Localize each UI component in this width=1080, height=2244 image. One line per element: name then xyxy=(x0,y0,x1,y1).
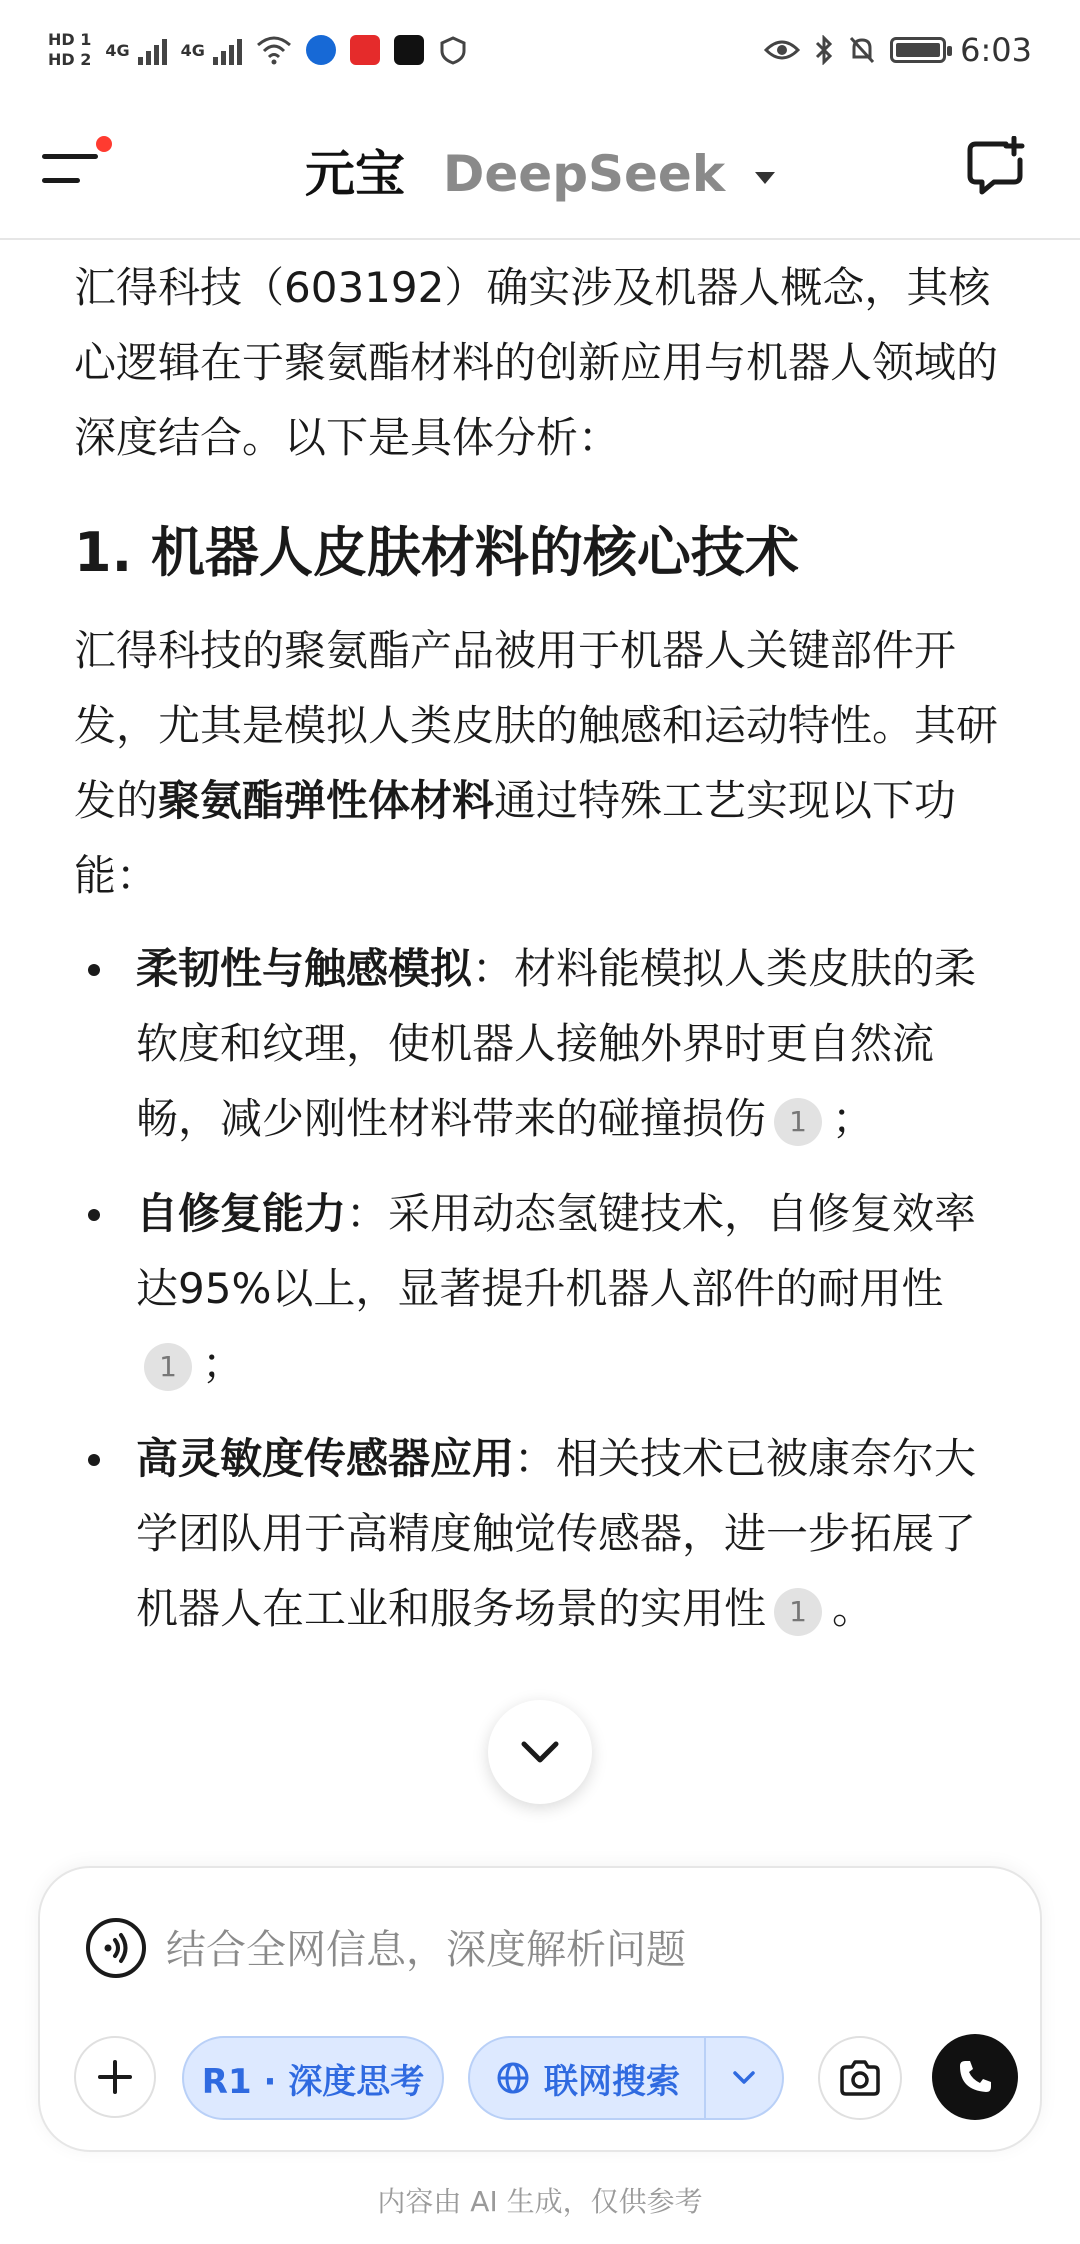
status-left xyxy=(48,30,468,70)
bullet-end: ； xyxy=(202,1339,245,1388)
message-composer xyxy=(38,1866,1042,2152)
bell-off-icon xyxy=(848,35,876,65)
camera-icon xyxy=(838,2059,882,2097)
bullet-text: ：材料能模拟人类皮肤的柔软度和纹理，使机器人接触外界时更自然流畅，减少刚性材料带来的碰撞损伤 xyxy=(136,944,977,1143)
new-chat-button[interactable] xyxy=(964,136,1028,200)
hd2-label: HD 2 xyxy=(48,50,92,69)
web-search-label-wrap xyxy=(470,2054,704,2103)
search-options-dropdown[interactable] xyxy=(706,2071,782,2085)
list-item xyxy=(74,931,1004,1156)
dropdown-caret-icon xyxy=(755,172,775,184)
top-app-bar xyxy=(0,100,1080,240)
eye-icon xyxy=(764,37,800,63)
section-text-b: 通过特殊工艺实现以下功能： xyxy=(74,776,957,900)
chevron-down-icon xyxy=(520,1740,560,1764)
list-item xyxy=(74,1176,1004,1401)
model-selector[interactable] xyxy=(0,134,1080,206)
app-icon xyxy=(306,35,336,65)
citation-badge[interactable]: 1 xyxy=(774,1098,822,1146)
wifi-icon xyxy=(256,35,292,65)
phone-icon xyxy=(955,2057,995,2097)
bullet-end: 。 xyxy=(832,1584,875,1633)
citation-badge[interactable]: 1 xyxy=(774,1588,822,1636)
section-text-a: 汇得科技的聚氨酯产品被用于机器人关键部件开发，尤其是模拟人类皮肤的触感和运动特性。其研发的 xyxy=(74,626,999,825)
voice-call-button[interactable] xyxy=(932,2034,1018,2120)
battery-icon xyxy=(890,37,946,63)
web-search-label: 联网搜索 xyxy=(544,2061,680,2102)
signal-icon-2 xyxy=(213,35,242,65)
intro-paragraph: 汇得科技（603192）确实涉及机器人概念，其核心逻辑在于聚氨酯材料的创新应用与机器人领域的深度结合。以下是具体分析： xyxy=(74,263,999,462)
app-title: 元宝 xyxy=(304,145,405,203)
net-type-2: 4G xyxy=(180,40,205,60)
section-paragraph xyxy=(74,613,1004,913)
feature-list xyxy=(74,931,1004,1646)
signal-icon xyxy=(138,35,167,65)
shield-icon xyxy=(438,35,468,65)
list-item xyxy=(74,1421,1004,1646)
model-name: DeepSeek xyxy=(442,145,726,203)
chevron-down-icon xyxy=(733,2071,755,2085)
bullet-end: ； xyxy=(832,1094,875,1143)
bullet-title: 高灵敏度传感器应用 xyxy=(136,1434,515,1483)
hd-indicator xyxy=(48,30,91,70)
chat-response xyxy=(74,250,1004,1666)
globe-icon xyxy=(496,2061,530,2095)
ai-disclaimer: 内容由 AI 生成，仅供参考 xyxy=(377,2185,703,2218)
section-text-bold: 聚氨酯弹性体材料 xyxy=(158,776,495,825)
status-bar xyxy=(0,0,1080,100)
bluetooth-icon xyxy=(814,35,834,65)
add-attachment-button[interactable] xyxy=(74,2036,156,2118)
hd1-label: HD 1 xyxy=(48,30,92,49)
camera-button[interactable] xyxy=(818,2036,902,2120)
citation-badge[interactable]: 1 xyxy=(144,1343,192,1391)
bullet-text: ：采用动态氢键技术，自修复效率达95%以上，显著提升机器人部件的耐用性 xyxy=(136,1189,977,1313)
web-search-toggle[interactable] xyxy=(468,2036,784,2120)
plus-icon xyxy=(97,2059,133,2095)
deep-think-toggle[interactable] xyxy=(182,2036,444,2120)
bullet-text: ：相关技术已被康奈尔大学团队用于高精度触觉传感器，进一步拓展了机器人在工业和服务场景的实用性 xyxy=(136,1434,977,1633)
voice-input-icon[interactable] xyxy=(84,1916,148,1980)
section-title: 1. 机器人皮肤材料的核心技术 xyxy=(74,521,799,584)
clock: 6:03 xyxy=(960,31,1032,69)
bullet-title: 自修复能力 xyxy=(136,1189,347,1238)
app-icon xyxy=(350,35,380,65)
net-type-1: 4G xyxy=(105,40,130,60)
bullet-title: 柔韧性与触感模拟 xyxy=(136,944,473,993)
message-input[interactable]: 结合全网信息，深度解析问题 xyxy=(166,1927,686,1973)
deep-think-label: R1 · 深度思考 xyxy=(201,2061,425,2102)
status-right xyxy=(764,31,1032,69)
tiktok-icon xyxy=(394,35,424,65)
scroll-to-bottom-button[interactable] xyxy=(488,1700,592,1804)
